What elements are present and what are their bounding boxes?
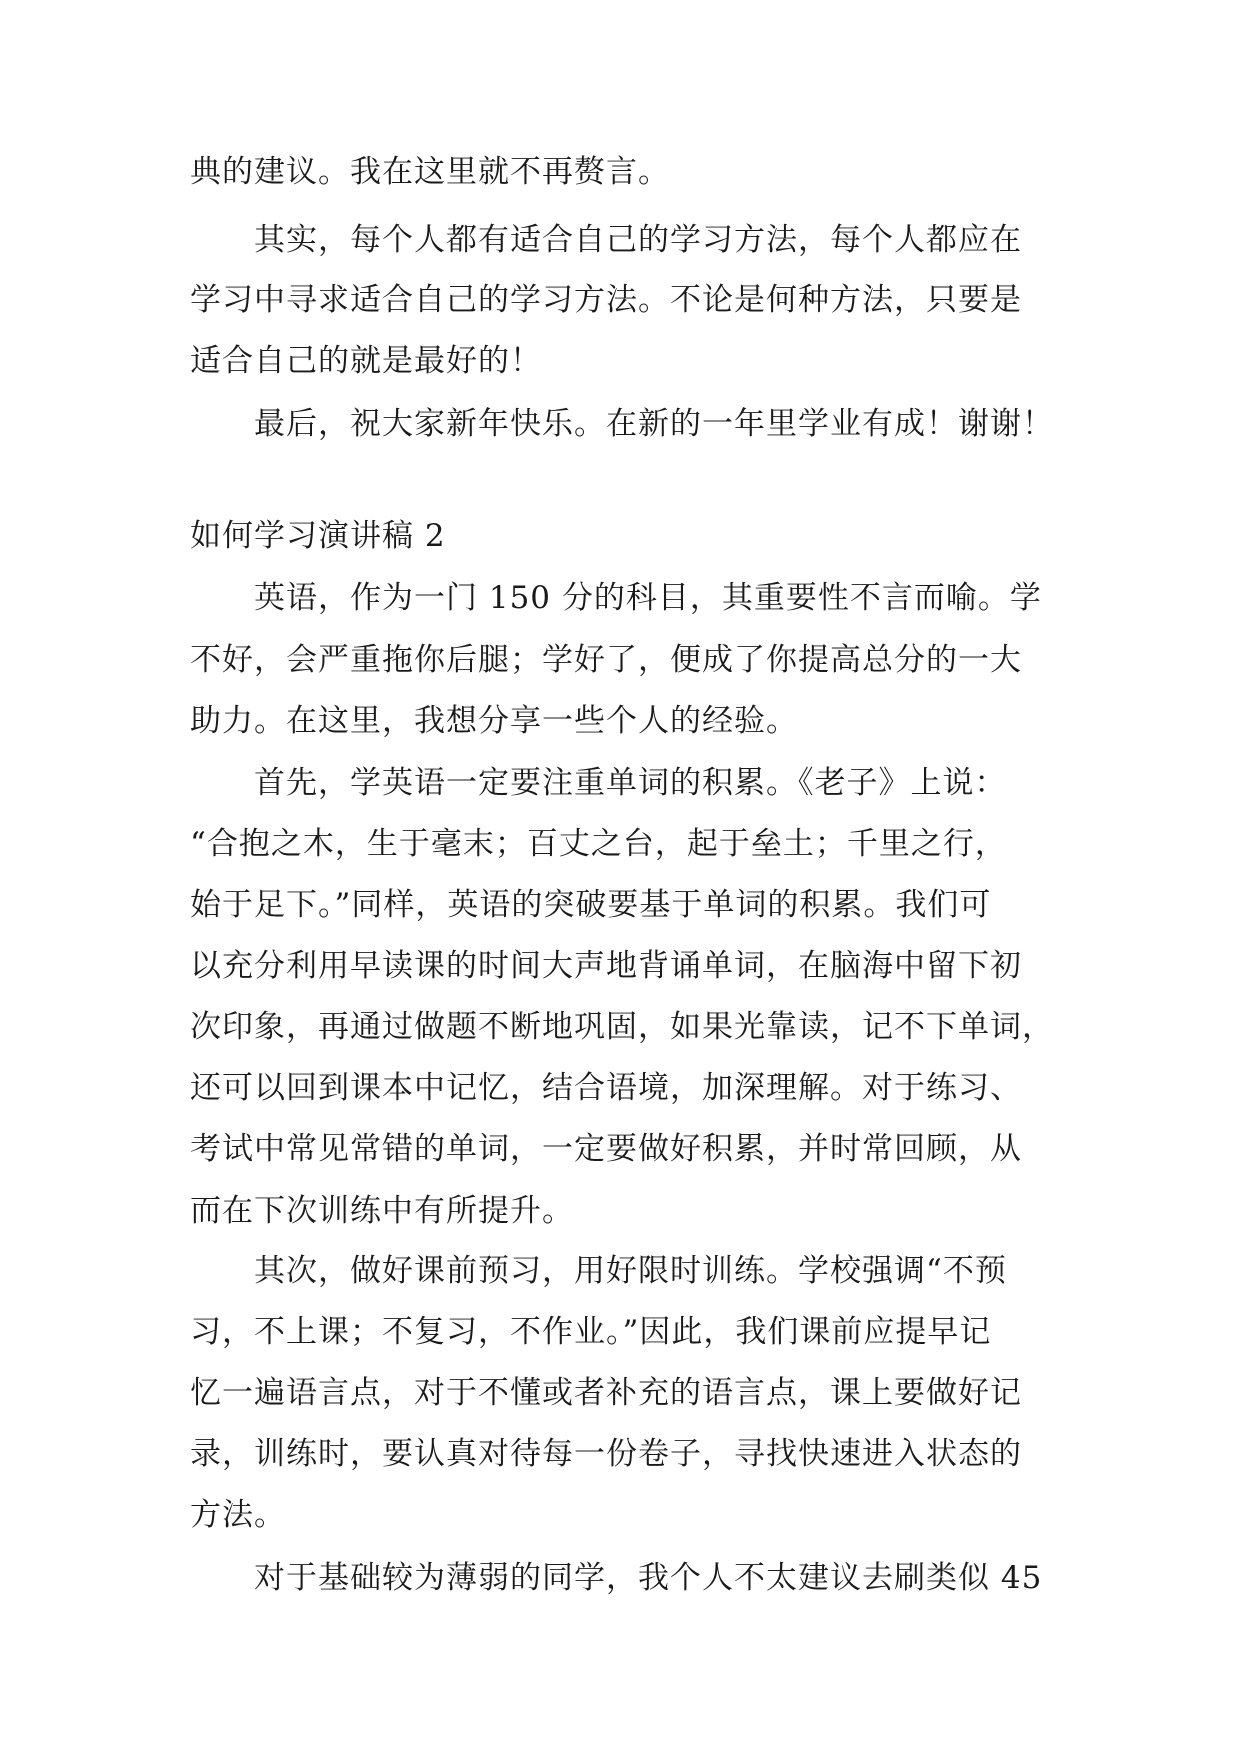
paragraph-line: 还可以回到课本中记忆，结合语境，加深理解。对于练习、 <box>190 1070 1022 1106</box>
paragraph-line: 始于足下。”同样，英语的突破要基于单词的积累。我们可 <box>190 887 992 923</box>
paragraph-line: 典的建议。我在这里就不再赘言。 <box>190 154 670 190</box>
paragraph-line: 最后，祝大家新年快乐。在新的一年里学业有成！谢谢！ <box>254 406 1054 442</box>
paragraph-line: 不好，会严重拖你后腿；学好了，便成了你提高总分的一大 <box>190 642 1022 678</box>
paragraph-line: 助力。在这里，我想分享一些个人的经验。 <box>190 703 798 739</box>
paragraph-line: 而在下次训练中有所提升。 <box>190 1193 574 1229</box>
paragraph-line: 其实，每个人都有适合自己的学习方法，每个人都应在 <box>254 222 1022 258</box>
paragraph-line: 考试中常见常错的单词，一定要做好积累，并时常回顾，从 <box>190 1131 1022 1167</box>
paragraph-line: 方法。 <box>190 1497 286 1533</box>
paragraph-line: 次印象，再通过做题不断地巩固，如果光靠读，记不下单词， <box>190 1009 1054 1045</box>
paragraph-line: 忆一遍语言点，对于不懂或者补充的语言点，课上要做好记 <box>190 1375 1022 1411</box>
paragraph-line: 以充分利用早读课的时间大声地背诵单词，在脑海中留下初 <box>190 948 1022 984</box>
paragraph-line: 适合自己的就是最好的！ <box>190 343 542 379</box>
paragraph-line: “合抱之木，生于毫末；百丈之台，起于垒土；千里之行， <box>190 826 1007 862</box>
paragraph-line: 习，不上课；不复习，不作业。”因此，我们课前应提早记 <box>190 1314 992 1350</box>
paragraph-line: 英语，作为一门 150 分的科目，其重要性不言而喻。学 <box>254 580 1042 616</box>
section-heading: 如何学习演讲稿 2 <box>190 518 446 554</box>
paragraph-line: 首先，学英语一定要注重单词的积累。《老子》上说： <box>254 765 1007 801</box>
paragraph-line: 学习中寻求适合自己的学习方法。不论是何种方法，只要是 <box>190 282 1022 318</box>
paragraph-line: 对于基础较为薄弱的同学，我个人不太建议去刷类似 45 <box>254 1560 1043 1596</box>
paragraph-line: 其次，做好课前预习，用好限时训练。学校强调“不预 <box>254 1253 1007 1289</box>
paragraph-line: 录，训练时，要认真对待每一份卷子，寻找快速进入状态的 <box>190 1436 1022 1472</box>
